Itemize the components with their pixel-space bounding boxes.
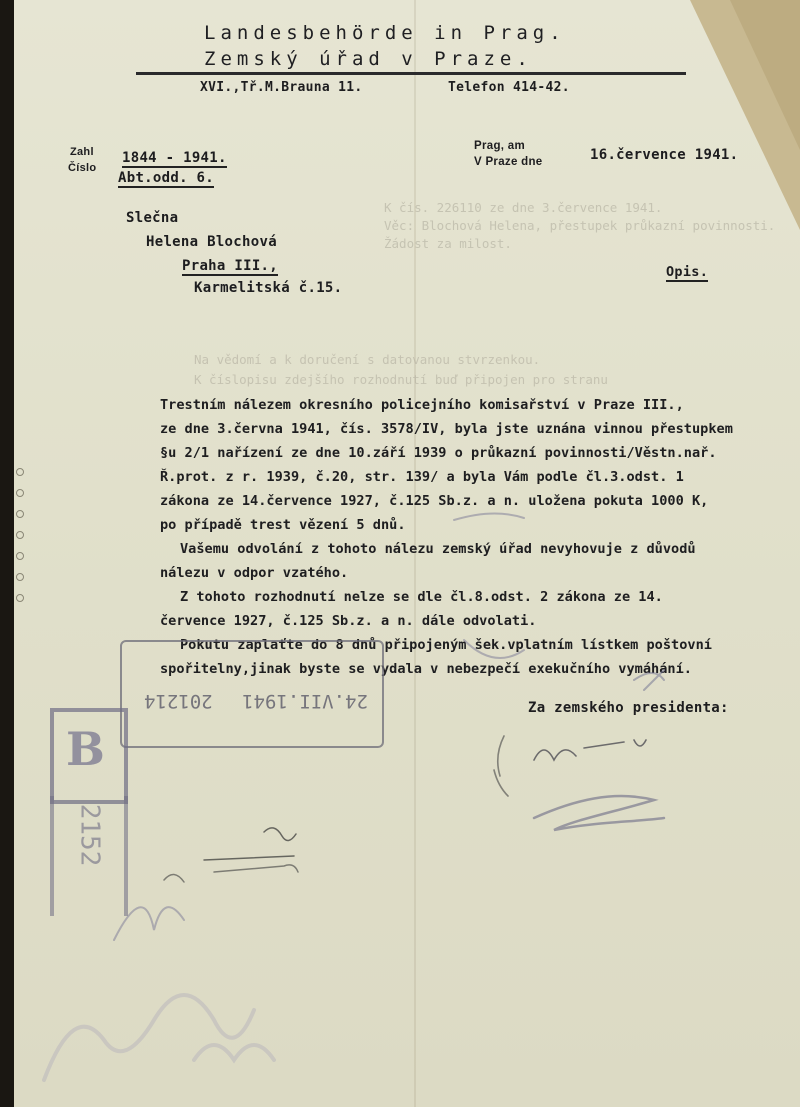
body-line: Ř.prot. z r. 1939, č.20, str. 139/ a byla Vám podle čl.3.odst. 1 [160,469,684,485]
b-stamp-number: 2152 [74,803,105,867]
body-line: července 1927, č.125 Sb.z. a n. dále odvolati. [160,613,537,629]
body-line: Z tohoto rozhodnutí nelze se dle čl.8.odst. 2 zákona ze 14. [180,589,663,605]
letterhead-line-1: Landesbehörde in Prag. [204,22,566,44]
letterhead-line-2: Zemský úřad v Praze. [204,48,533,70]
handwritten-note [204,828,296,860]
reference-label-de: Zahl [70,146,94,158]
body-line: §u 2/1 nařízení ze dne 10.září 1939 o průkazní povinnosti/Věstn.nař. [160,445,717,461]
document-page [14,0,800,1107]
faded-signature [44,995,274,1080]
body-line: Trestním nálezem okresního policejního komisařství v Praze III., [160,397,684,413]
pencil-mark [114,513,524,940]
body-line: nálezu v odpor vzatého. [160,565,349,581]
handwritten-marks [14,0,800,1107]
addressee-city: Praha III., [182,258,279,274]
body-line: Vašemu odvolání z tohoto nálezu zemský úřad nevyhovuje z důvodů [180,541,696,557]
reference-department: Abt.odd. 6. [118,170,215,186]
handwritten-initials [534,740,646,760]
pencil-mark [634,670,664,690]
show-through-text: Věc: Blochová Helena, přestupek průkazní povinnosti. [384,218,776,233]
handwritten-note [164,865,298,882]
addressee-street: Karmelitská č.15. [194,280,343,296]
b-stamp-letter: B [66,722,105,776]
office-phone: Telefon 414-42. [448,80,570,95]
body-line: Pokutu zaplaťte do 8 dnů připojeným šek.vplatním lístkem poštovní [180,637,712,653]
show-through-text: K čís. 226110 ze dne 3.července 1941. [384,200,663,215]
signature-stroke [534,796,664,830]
body-line: zákona ze 14.července 1927, č.125 Sb.z. a n. uložena pokuta 1000 K, [160,493,709,509]
addressee-name: Helena Blochová [146,234,277,250]
body-line: po případě trest vězení 5 dnů. [160,517,406,533]
show-through-text: Žádost za milost. [384,236,512,251]
reference-number: 1844 - 1941. [122,150,227,166]
reference-label-cz: Číslo [68,162,97,174]
dateline-label-cz: V Praze dne [474,156,543,168]
body-line: ze dne 3.června 1941, čís. 3578/IV, byla jste uznána vinnou přestupkem [160,421,733,437]
stamp-received-date: 24.VII.1941 [242,690,368,712]
dateline-label-de: Prag, am [474,140,525,152]
document-date: 16.července 1941. [590,147,739,163]
copy-mark: Opis. [666,264,709,280]
show-through-text: K číslopisu zdejšího rozhodnutí buď připojen pro stranu [194,372,608,387]
body-line: spořitelny,jinak byste se vydala v nebezpečí exekučního vymáhání. [160,661,692,677]
stamp-number: 201214 [144,690,213,712]
addressee-salutation: Slečna [126,210,179,226]
handwritten-bracket [494,736,508,796]
office-address: XVI.,Tř.M.Brauna 11. [200,80,363,95]
show-through-text: Na vědomí a k doručení s datovanou stvrzenkou. [194,352,541,367]
closing-line: Za zemského presidenta: [528,700,729,716]
